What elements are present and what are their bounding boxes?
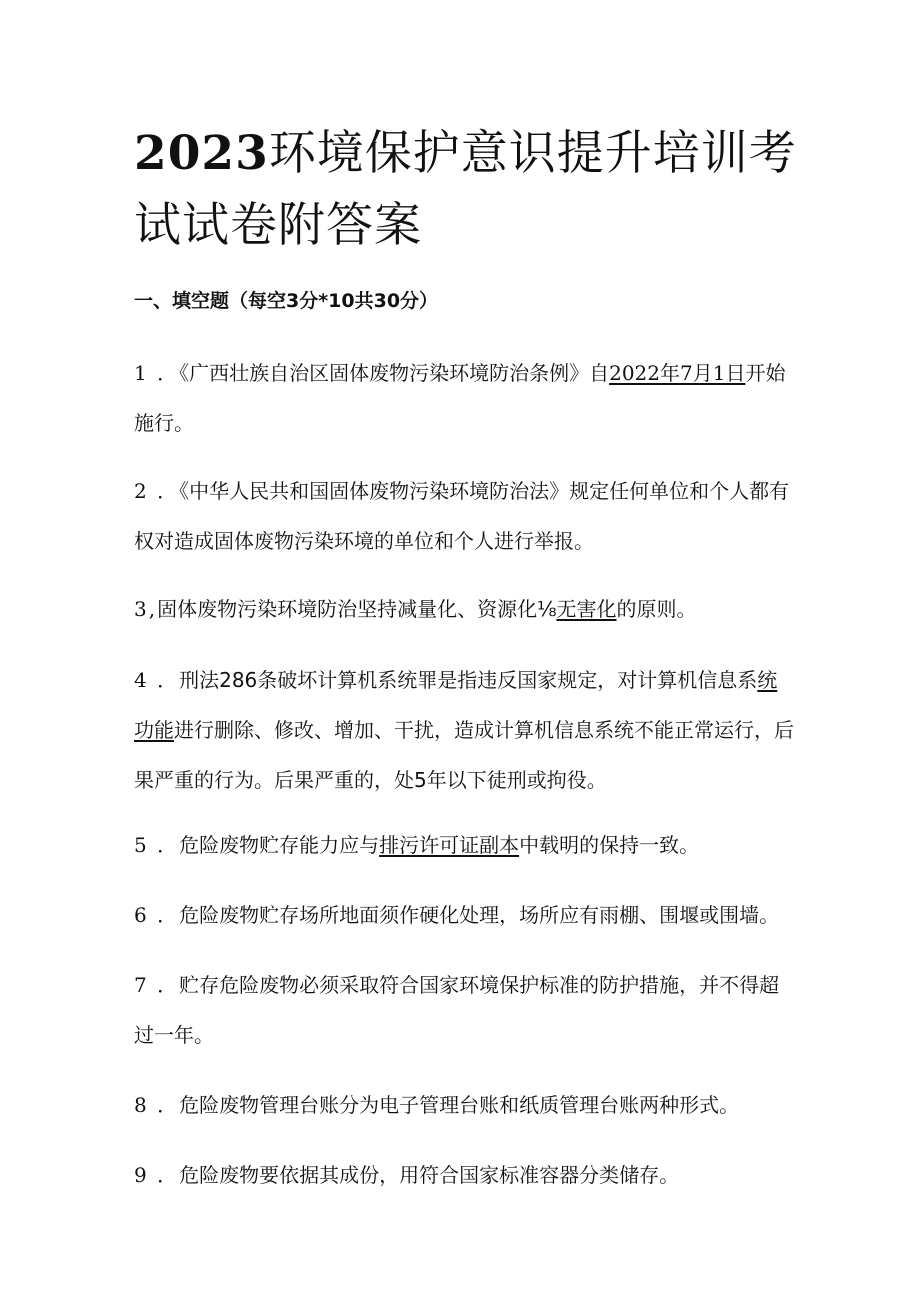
answer-underlined: 无害化 <box>556 597 617 621</box>
question-text: 贮存危险废物必须采取符合国家环境保护标准的防护措施，并不得超过一年。 <box>134 973 780 1047</box>
question-1 <box>134 348 794 448</box>
question-5 <box>134 820 794 870</box>
question-3 <box>134 584 794 634</box>
question-2 <box>134 466 794 566</box>
question-text: 固体废物污染环境防治坚持减量化、资源化⅛ <box>157 597 557 621</box>
question-number: 1 ． <box>134 361 180 385</box>
question-number: 6 ． <box>134 903 180 927</box>
answer-underlined: 2022年7月1日 <box>609 361 746 385</box>
answer-underlined: 统功能 <box>134 668 778 742</box>
question-6 <box>134 890 794 940</box>
section-heading: 一、填空题（每空3分*10共30分） <box>134 290 439 312</box>
question-text: 危险废物贮存场所地面须作硬化处理，场所应有雨棚、围堰或围墙。 <box>179 903 780 927</box>
question-number: 2 ． <box>134 479 180 503</box>
question-text: 刑法286条破坏计算机系统罪是指违反国家规定，对计算机信息系 <box>179 668 758 692</box>
question-text-end: 的原则。 <box>616 597 697 621</box>
question-8 <box>134 1080 794 1130</box>
question-text: 危险废物管理台账分为电子管理台账和纸质管理台账两种形式。 <box>179 1093 740 1117</box>
question-number: 8 ． <box>134 1093 180 1117</box>
question-text-end: 进行删除、修改、增加、干扰，造成计算机信息系统不能正常运行，后果严重的行为。后果严重的，处5年以下徒刑或拘役。 <box>134 718 794 792</box>
question-number: 7 ． <box>134 973 180 997</box>
question-text: 危险废物贮存能力应与 <box>179 833 380 857</box>
question-9 <box>134 1150 794 1200</box>
question-7 <box>134 960 794 1060</box>
question-4 <box>134 655 794 805</box>
title-year: 2023 <box>134 126 269 181</box>
question-text-end: 开始施行。 <box>134 361 786 435</box>
question-text-end: 中载明的保持一致。 <box>519 833 700 857</box>
question-number: 5 ． <box>134 833 180 857</box>
question-text: 《广西壮族自治区固体废物污染环境防治条例》自 <box>179 361 610 385</box>
question-text: 危险废物要依据其成份，用符合国家标准容器分类储存。 <box>179 1163 680 1187</box>
question-text: 《中华人民共和国固体废物污染环境防治法》规定任何单位和个人都有权对造成固体废物污染环境的单位和个人进行举报。 <box>134 479 790 553</box>
question-number: 4 ． <box>134 668 180 692</box>
question-number: 9 ． <box>134 1163 180 1187</box>
answer-underlined: 排污许可证副本 <box>379 833 520 857</box>
title-text: 环境保护意识提升培训考试试卷附答案 <box>134 126 797 253</box>
document-title <box>134 118 814 262</box>
question-number: 3, <box>134 597 158 621</box>
